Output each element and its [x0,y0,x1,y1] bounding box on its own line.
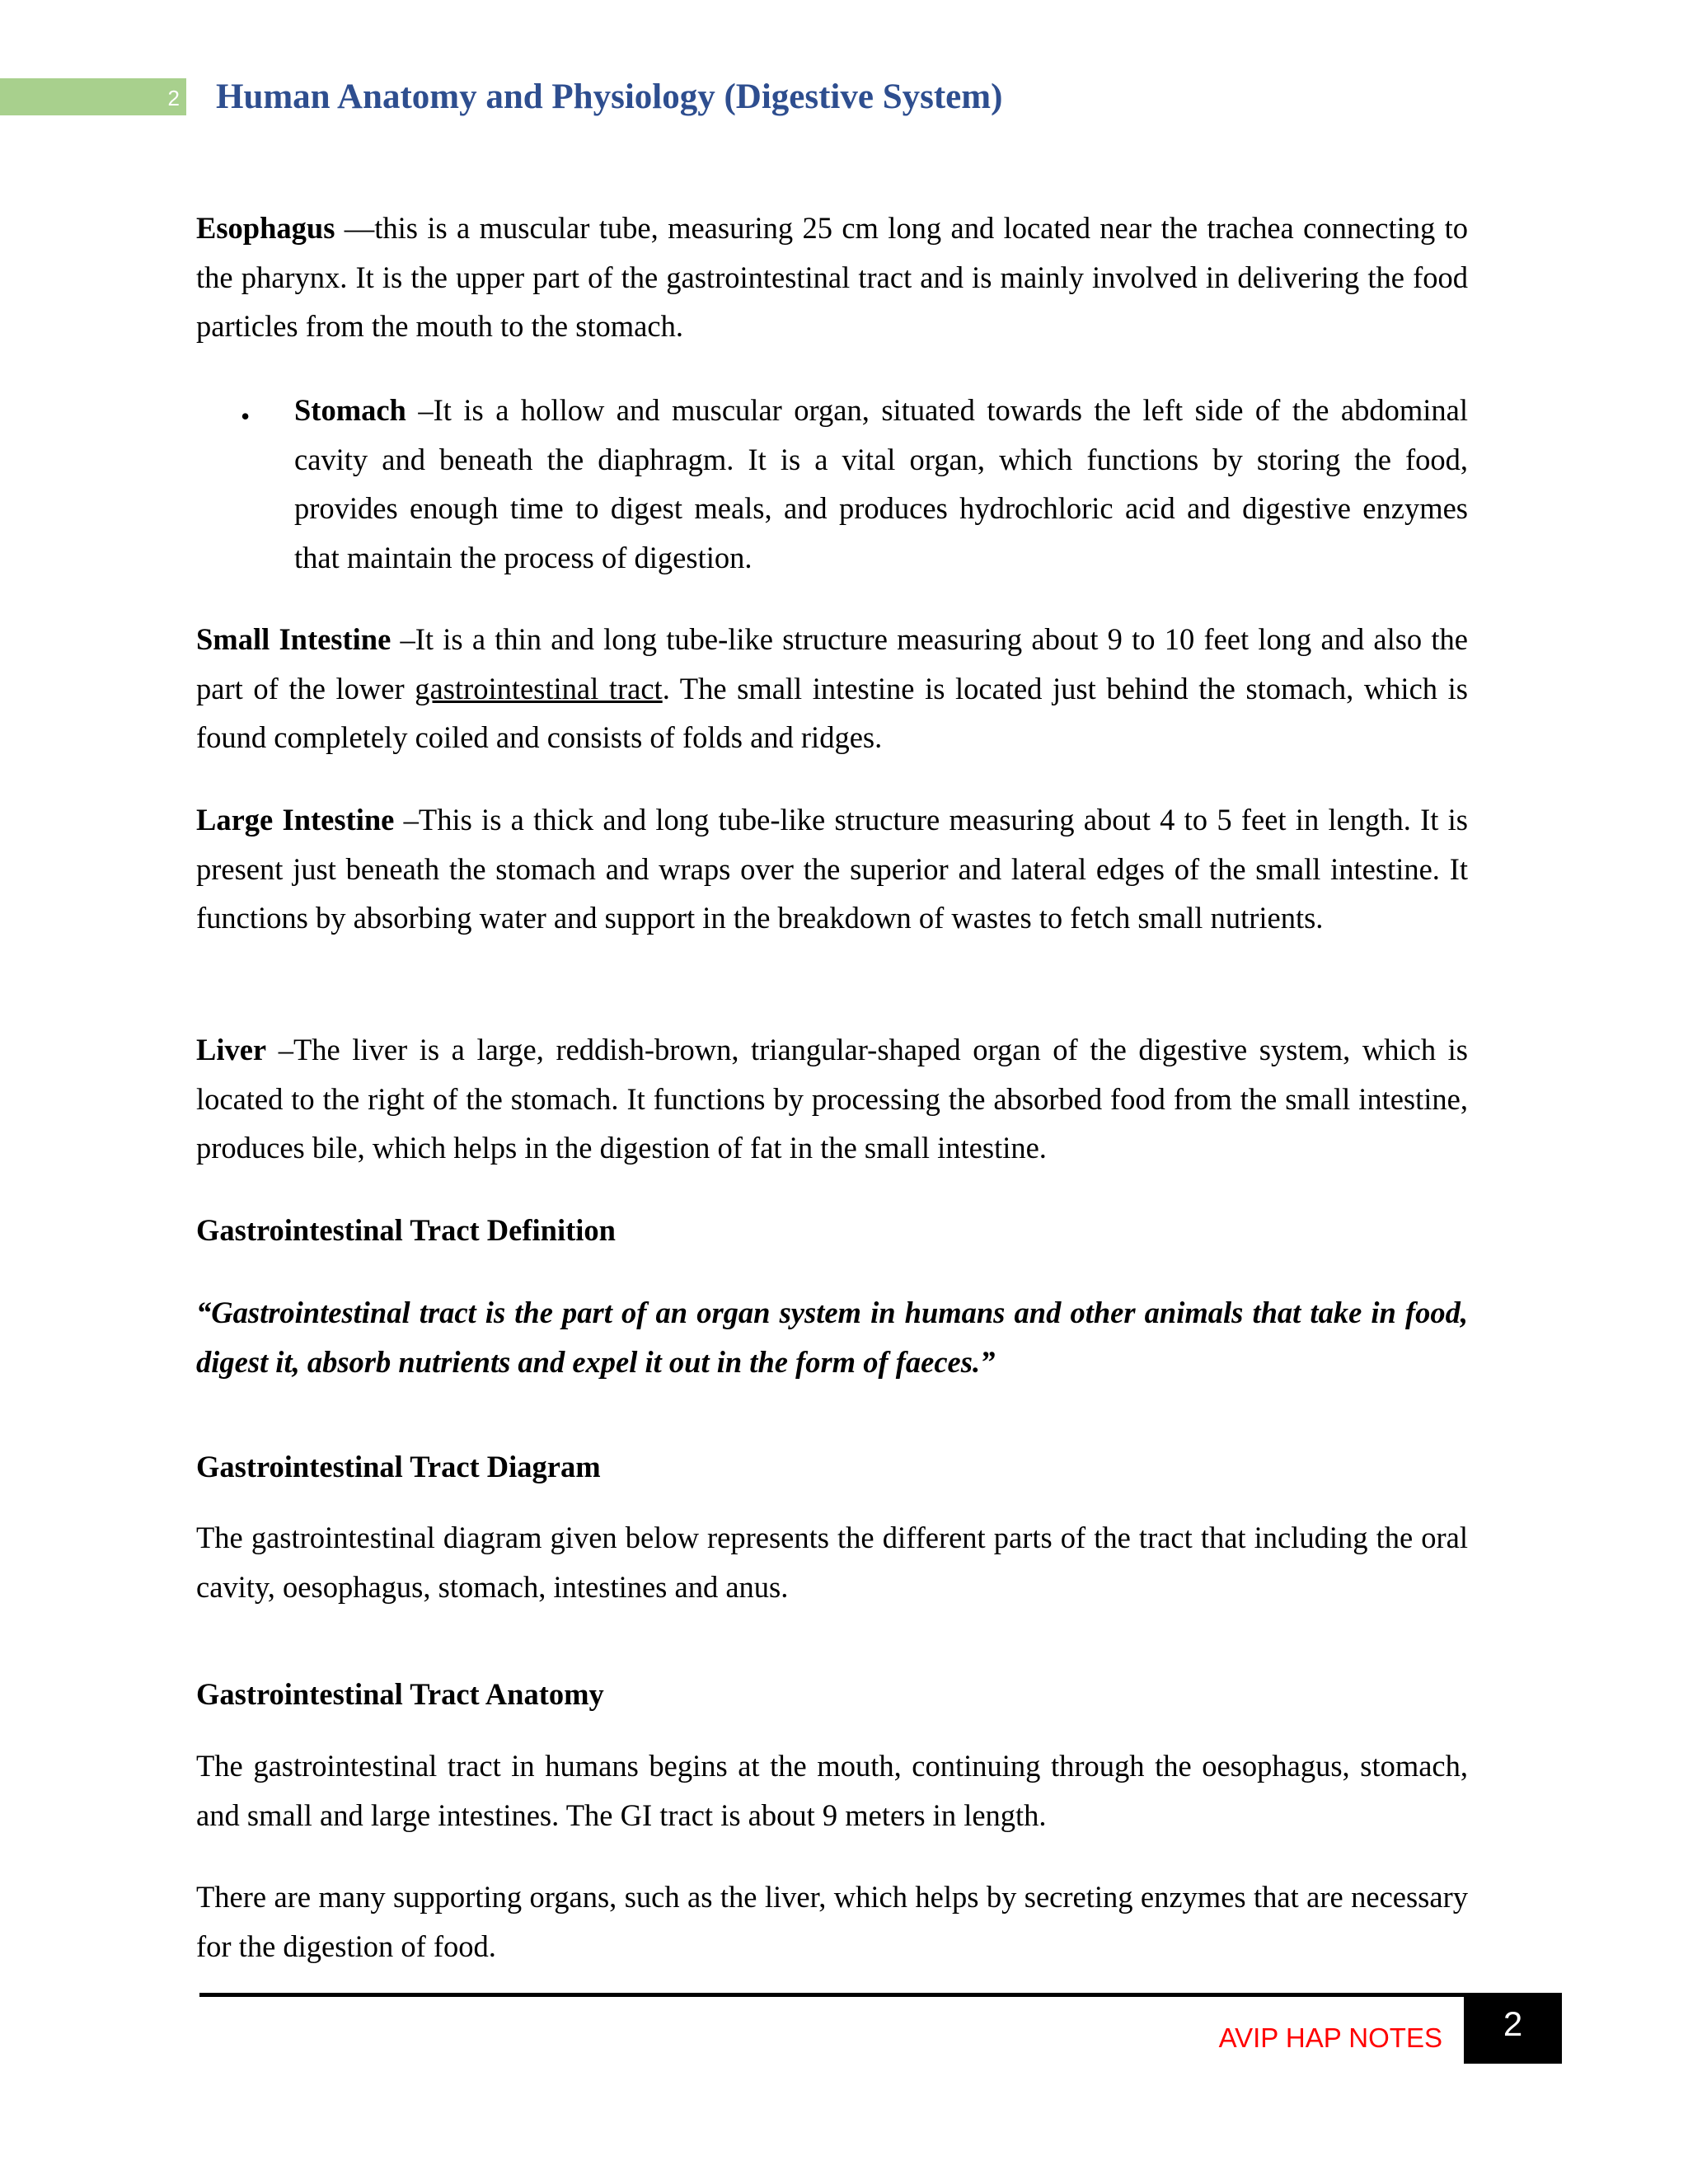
paragraph-anatomy-1: The gastrointestinal tract in humans begins at the mouth, continuing through the oesophagus, stomach, and small and large intestines. The GI tract is about 9 meters in length. [196,1749,1468,1832]
term-esophagus: Esophagus [196,211,335,245]
paragraph-small-intestine [196,615,1468,762]
footer-label: AVIP HAP NOTES [1218,2022,1442,2053]
text-large-intestine: –This is a thick and long tube-like structure measuring about 4 to 5 feet in length. It is present just beneath the stomach and wraps over the superior and lateral edges of the small intestine. It functions by absorbing water and support in the breakdown of wastes to fetch small nutrients. [196,803,1468,935]
paragraph-liver [196,1025,1468,1173]
bullet-icon: • [241,401,251,431]
text-small-intestine-2: . The small intestine is located just behind the stomach, which is found completely coiled and consists of folds and ridges. [196,671,1468,754]
link-gastrointestinal-tract[interactable]: gastrointestinal tract [415,671,663,705]
heading-diagram: Gastrointestinal Tract Diagram [196,1450,601,1483]
term-large-intestine: Large Intestine [196,803,395,837]
paragraph-stomach [294,386,1468,582]
text-esophagus: —this is a muscular tube, measuring 25 cm long and located near the trachea connecting to the pharynx. It is the upper part of the gastrointestinal tract and is mainly involved in delivering the food particles from the mouth to the stomach. [196,211,1468,343]
header-page-number: 2 [167,86,180,110]
heading-anatomy: Gastrointestinal Tract Anatomy [196,1677,604,1711]
footer-page-number: 2 [1464,1994,1562,2064]
paragraph-esophagus [196,204,1468,351]
text-small-intestine-1: –It is a thin and long tube-like structure measuring about 9 to 10 feet long and also the part of the lower [196,622,1468,705]
header-title: Human Anatomy and Physiology (Digestive System) [216,77,1003,116]
term-liver: Liver [196,1033,267,1066]
paragraph-anatomy-2: There are many supporting organs, such as the liver, which helps by secreting enzymes that are necessary for the digestion of food. [196,1880,1468,1963]
paragraph-diagram: The gastrointestinal diagram given below represents the different parts of the tract that including the oral cavity, oesophagus, stomach, intestines and anus. [196,1521,1468,1604]
text-liver: –The liver is a large, reddish-brown, triangular-shaped organ of the digestive system, which is located to the right of the stomach. It functions by processing the absorbed food from the small intestine, produces bile, which helps in the digestion of fat in the small intestine. [196,1033,1468,1165]
footer-rule [199,1993,1562,1997]
text-stomach: –It is a hollow and muscular organ, situated towards the left side of the abdominal cavity and beneath the diaphragm. It is a vital organ, which functions by storing the food, provides enough time to digest meals, and produces hydrochloric acid and digestive enzymes that maintain the process of digestion. [294,393,1468,574]
term-small-intestine: Small Intestine [196,622,392,656]
paragraph-large-intestine [196,795,1468,943]
definition-quote: “Gastrointestinal tract is the part of an organ system in humans and other animals that take in food, digest it, absorb nutrients and expel it out in the form of faeces.” [196,1296,1468,1379]
heading-definition: Gastrointestinal Tract Definition [196,1213,616,1247]
term-stomach: Stomach [294,393,406,427]
